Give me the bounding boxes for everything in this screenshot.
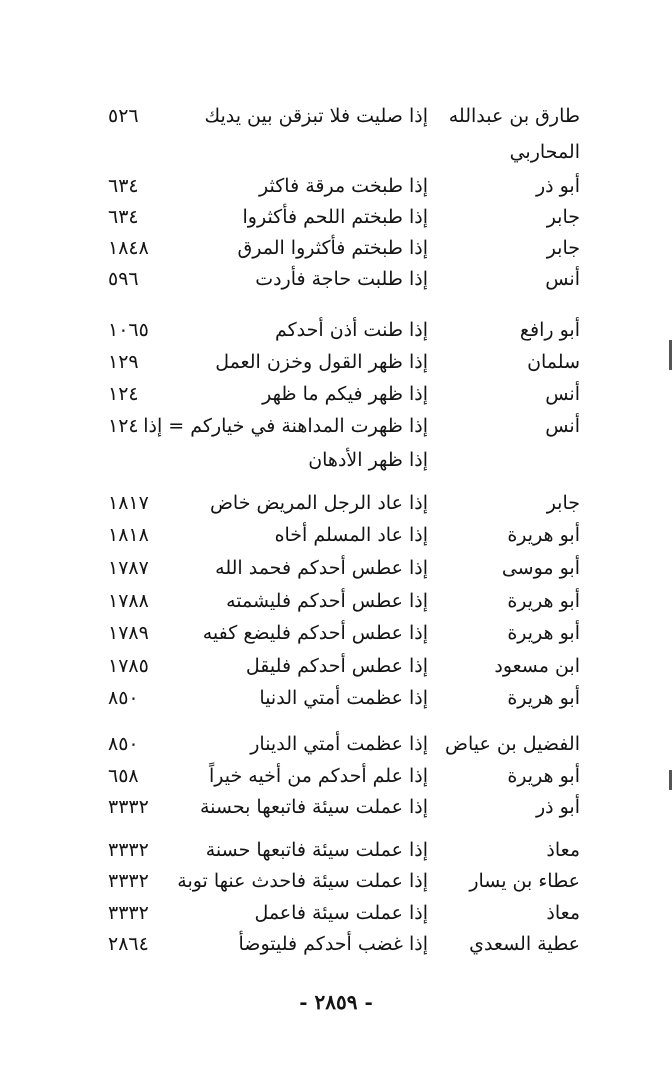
hadith-number: ٣٣٣٢: [108, 902, 149, 924]
hadith-incipit: إذا ظهر القول وخزن العمل: [215, 351, 428, 373]
hadith-number: ١٧٨٨: [108, 590, 149, 612]
hadith-incipit: إذا عاد الرجل المريض خاض: [209, 492, 428, 514]
hadith-incipit: إذا ظهر فيكم ما ظهر: [262, 383, 428, 405]
narrator: أبو موسى: [501, 557, 580, 579]
hadith-incipit: إذا طلبت حاجة فأردت: [255, 268, 428, 290]
hadith-number: ١٧٨٥: [108, 655, 149, 677]
hadith-number: ٨٥٠: [108, 733, 139, 755]
hadith-incipit: إذا عملت سيئة فاتبعها بحسنة: [199, 796, 428, 818]
hadith-number: ٢٨٦٤: [108, 933, 149, 955]
narrator: أبو ذر: [535, 175, 580, 197]
hadith-number: ٥٩٦: [108, 268, 139, 290]
narrator: أبو هريرة: [507, 765, 580, 787]
hadith-continuation: إذا ظهر الأدهان: [308, 449, 428, 471]
hadith-incipit: إذا عطس أحدكم فحمد الله: [215, 557, 428, 579]
hadith-number: ٥٢٦: [108, 105, 139, 127]
narrator: أنس: [545, 268, 580, 290]
hadith-number: ١٢٩: [108, 351, 139, 373]
hadith-number: ٨٥٠: [108, 687, 139, 709]
hadith-incipit: إذا عطس أحدكم فليشمته: [226, 590, 428, 612]
hadith-incipit: إذا علم أحدكم من أخيه خيراً: [208, 765, 428, 787]
hadith-number: ٦٣٤: [108, 206, 139, 228]
page-number: - ٢٨٥٩ -: [299, 990, 373, 1014]
narrator: أنس: [545, 415, 580, 437]
narrator: جابر: [546, 206, 580, 228]
hadith-incipit: إذا عطس أحدكم فليقل: [245, 655, 428, 677]
narrator: أبو هريرة: [507, 590, 580, 612]
hadith-incipit: إذا عظمت أمتي الدينار: [250, 733, 428, 755]
hadith-number: ١٢٤: [108, 383, 139, 405]
hadith-number: ١٨١٨: [108, 524, 149, 546]
narrator: جابر: [546, 492, 580, 514]
narrator: عطية السعدي: [469, 933, 580, 955]
narrator: جابر: [546, 237, 580, 259]
narrator: الفضيل بن عياض: [445, 733, 580, 755]
narrator: أبو هريرة: [507, 687, 580, 709]
hadith-number: ٦٣٤: [108, 175, 139, 197]
hadith-number: ١٢٤: [108, 415, 139, 437]
narrator: أبو ذر: [535, 796, 580, 818]
hadith-number: ١٧٨٧: [108, 557, 149, 579]
hadith-incipit: إذا طبختم اللحم فأكثروا: [242, 206, 428, 228]
hadith-number: ١٨٤٨: [108, 237, 149, 259]
hadith-incipit: إذا عملت سيئة فاعمل: [254, 902, 428, 924]
narrator: سلمان: [527, 351, 580, 373]
hadith-number: ٣٣٣٢: [108, 839, 149, 861]
hadith-incipit: إذا طبختم فأكثروا المرق: [237, 237, 428, 259]
hadith-incipit: إذا صليت فلا تبزقن بين يديك: [204, 105, 428, 127]
hadith-incipit: إذا عملت سيئة فاتبعها حسنة: [205, 839, 428, 861]
narrator: أبو هريرة: [507, 622, 580, 644]
hadith-incipit: إذا عاد المسلم أخاه: [274, 524, 428, 546]
hadith-number: ٣٣٣٢: [108, 796, 149, 818]
narrator: أنس: [545, 383, 580, 405]
narrator: ابن مسعود: [494, 655, 580, 677]
hadith-incipit: إذا غضب أحدكم فليتوضأ: [238, 933, 428, 955]
hadith-number: ١٧٨٩: [108, 622, 149, 644]
hadith-incipit: إذا طنت أذن أحدكم: [274, 319, 428, 341]
hadith-incipit: إذا عطس أحدكم فليضع كفيه: [202, 622, 428, 644]
narrator: عطاء بن يسار: [469, 870, 580, 892]
hadith-number: ٣٣٣٢: [108, 870, 149, 892]
hadith-incipit: إذا طبخت مرقة فاكثر: [259, 175, 428, 197]
narrator: طارق بن عبدالله: [448, 105, 580, 127]
narrator: أبو رافع: [519, 319, 580, 341]
hadith-incipit: إذا ظهرت المداهنة في خياركم = إذا: [143, 415, 428, 437]
hadith-number: ١٠٦٥: [108, 319, 149, 341]
narrator: أبو هريرة: [507, 524, 580, 546]
narrator: معاذ: [546, 902, 580, 924]
narrator: معاذ: [546, 839, 580, 861]
hadith-number: ١٨١٧: [108, 492, 149, 514]
narrator-continuation: المحاربي: [509, 141, 580, 163]
hadith-incipit: إذا عظمت أمتي الدنيا: [259, 687, 428, 709]
hadith-number: ٦٥٨: [108, 765, 139, 787]
hadith-incipit: إذا عملت سيئة فاحدث عنها توبة: [177, 870, 428, 892]
